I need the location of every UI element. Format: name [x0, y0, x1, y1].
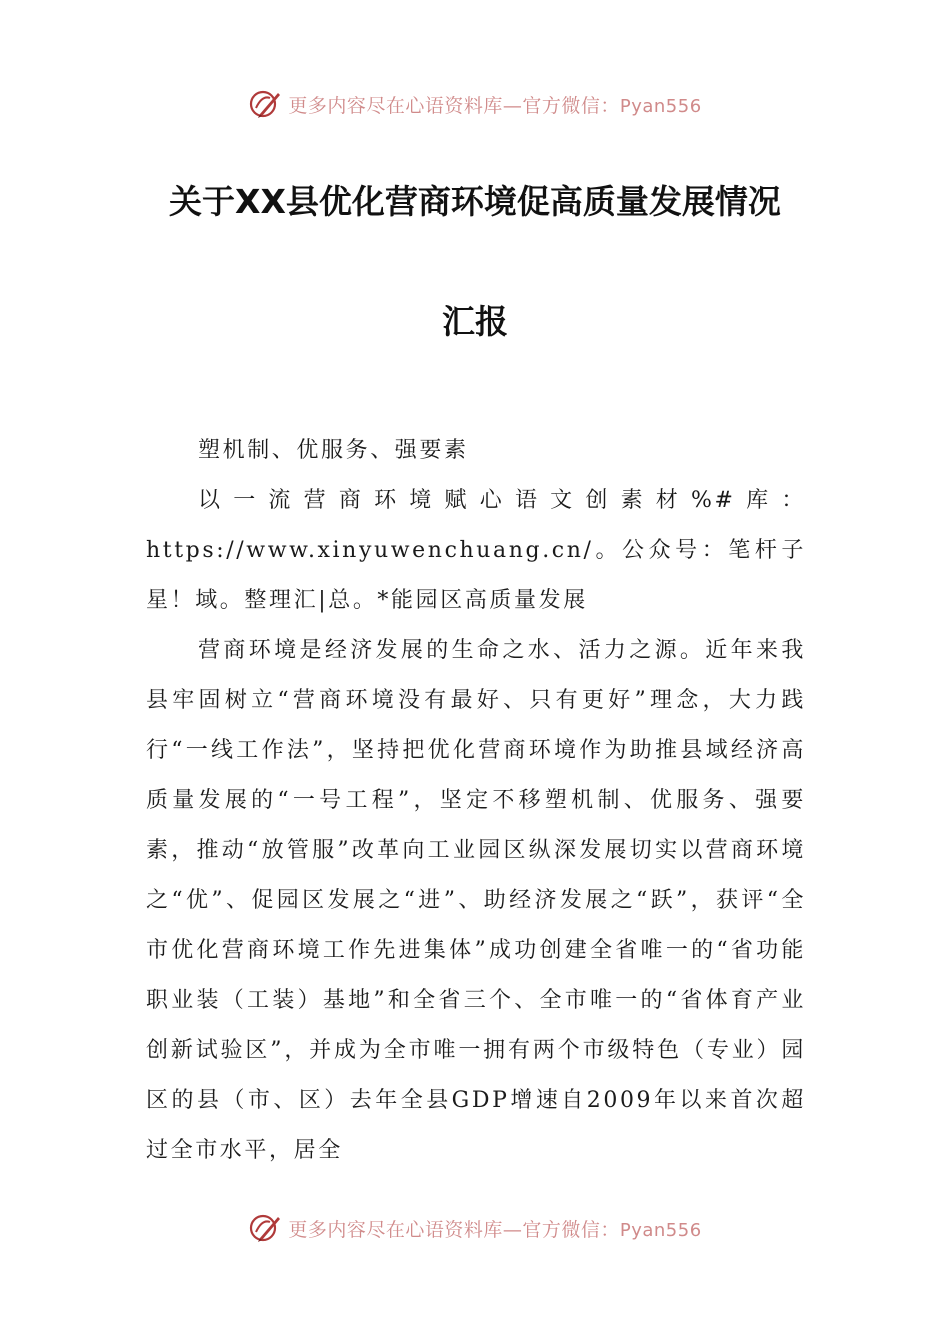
- paragraph-subtitle: 塑机制、优服务、强要素: [198, 438, 469, 463]
- document-body: [146, 426, 806, 1176]
- pen-logo-icon: [248, 1211, 282, 1245]
- paragraph-main: 营商环境是经济发展的生命之水、活力之源。近年来我县牢固树立“营商环境没有最好、只有更好”理念，大力践行“一线工作法”，坚持把优化营商环境作为助推县域经济高质量发展的“一号工程”，坚定不移塑机制、优服务、强要素，推动“放管服”改革向工业园区纵深发展切实以营商环境之“优”、促园区发展之“进”、助经济发展之“跃”，获评“全市优化营商环境工作先进集体”成功创建全省唯一的“省功能职业装（工装）基地”和全省三个、全市唯一的“省体育产业创新试验区”，并成为全市唯一拥有两个市级特色（专业）园区的县（市、区）去年全县GDP增速自2009年以来首次超过全市水平，居全: [146, 638, 806, 1163]
- pen-logo-icon: [248, 87, 282, 121]
- paragraph-theme: 以一流营商环境赋心语文创素材%#库：https://www.xinyuwenchuang.cn/。公众号：笔杆子星！域。整理汇|总。*能园区高质量发展: [146, 488, 806, 613]
- document-title-continued: 汇报: [442, 302, 508, 341]
- document-title: 关于XX县优化营商环境促高质量发展情况: [169, 182, 781, 221]
- header-watermark-banner: [0, 84, 950, 124]
- watermark-text: 更多内容尽在心语资料库—官方微信：Pyan556: [288, 94, 702, 117]
- footer-watermark-banner: [0, 1208, 950, 1248]
- watermark-text: 更多内容尽在心语资料库—官方微信：Pyan556: [288, 1218, 702, 1241]
